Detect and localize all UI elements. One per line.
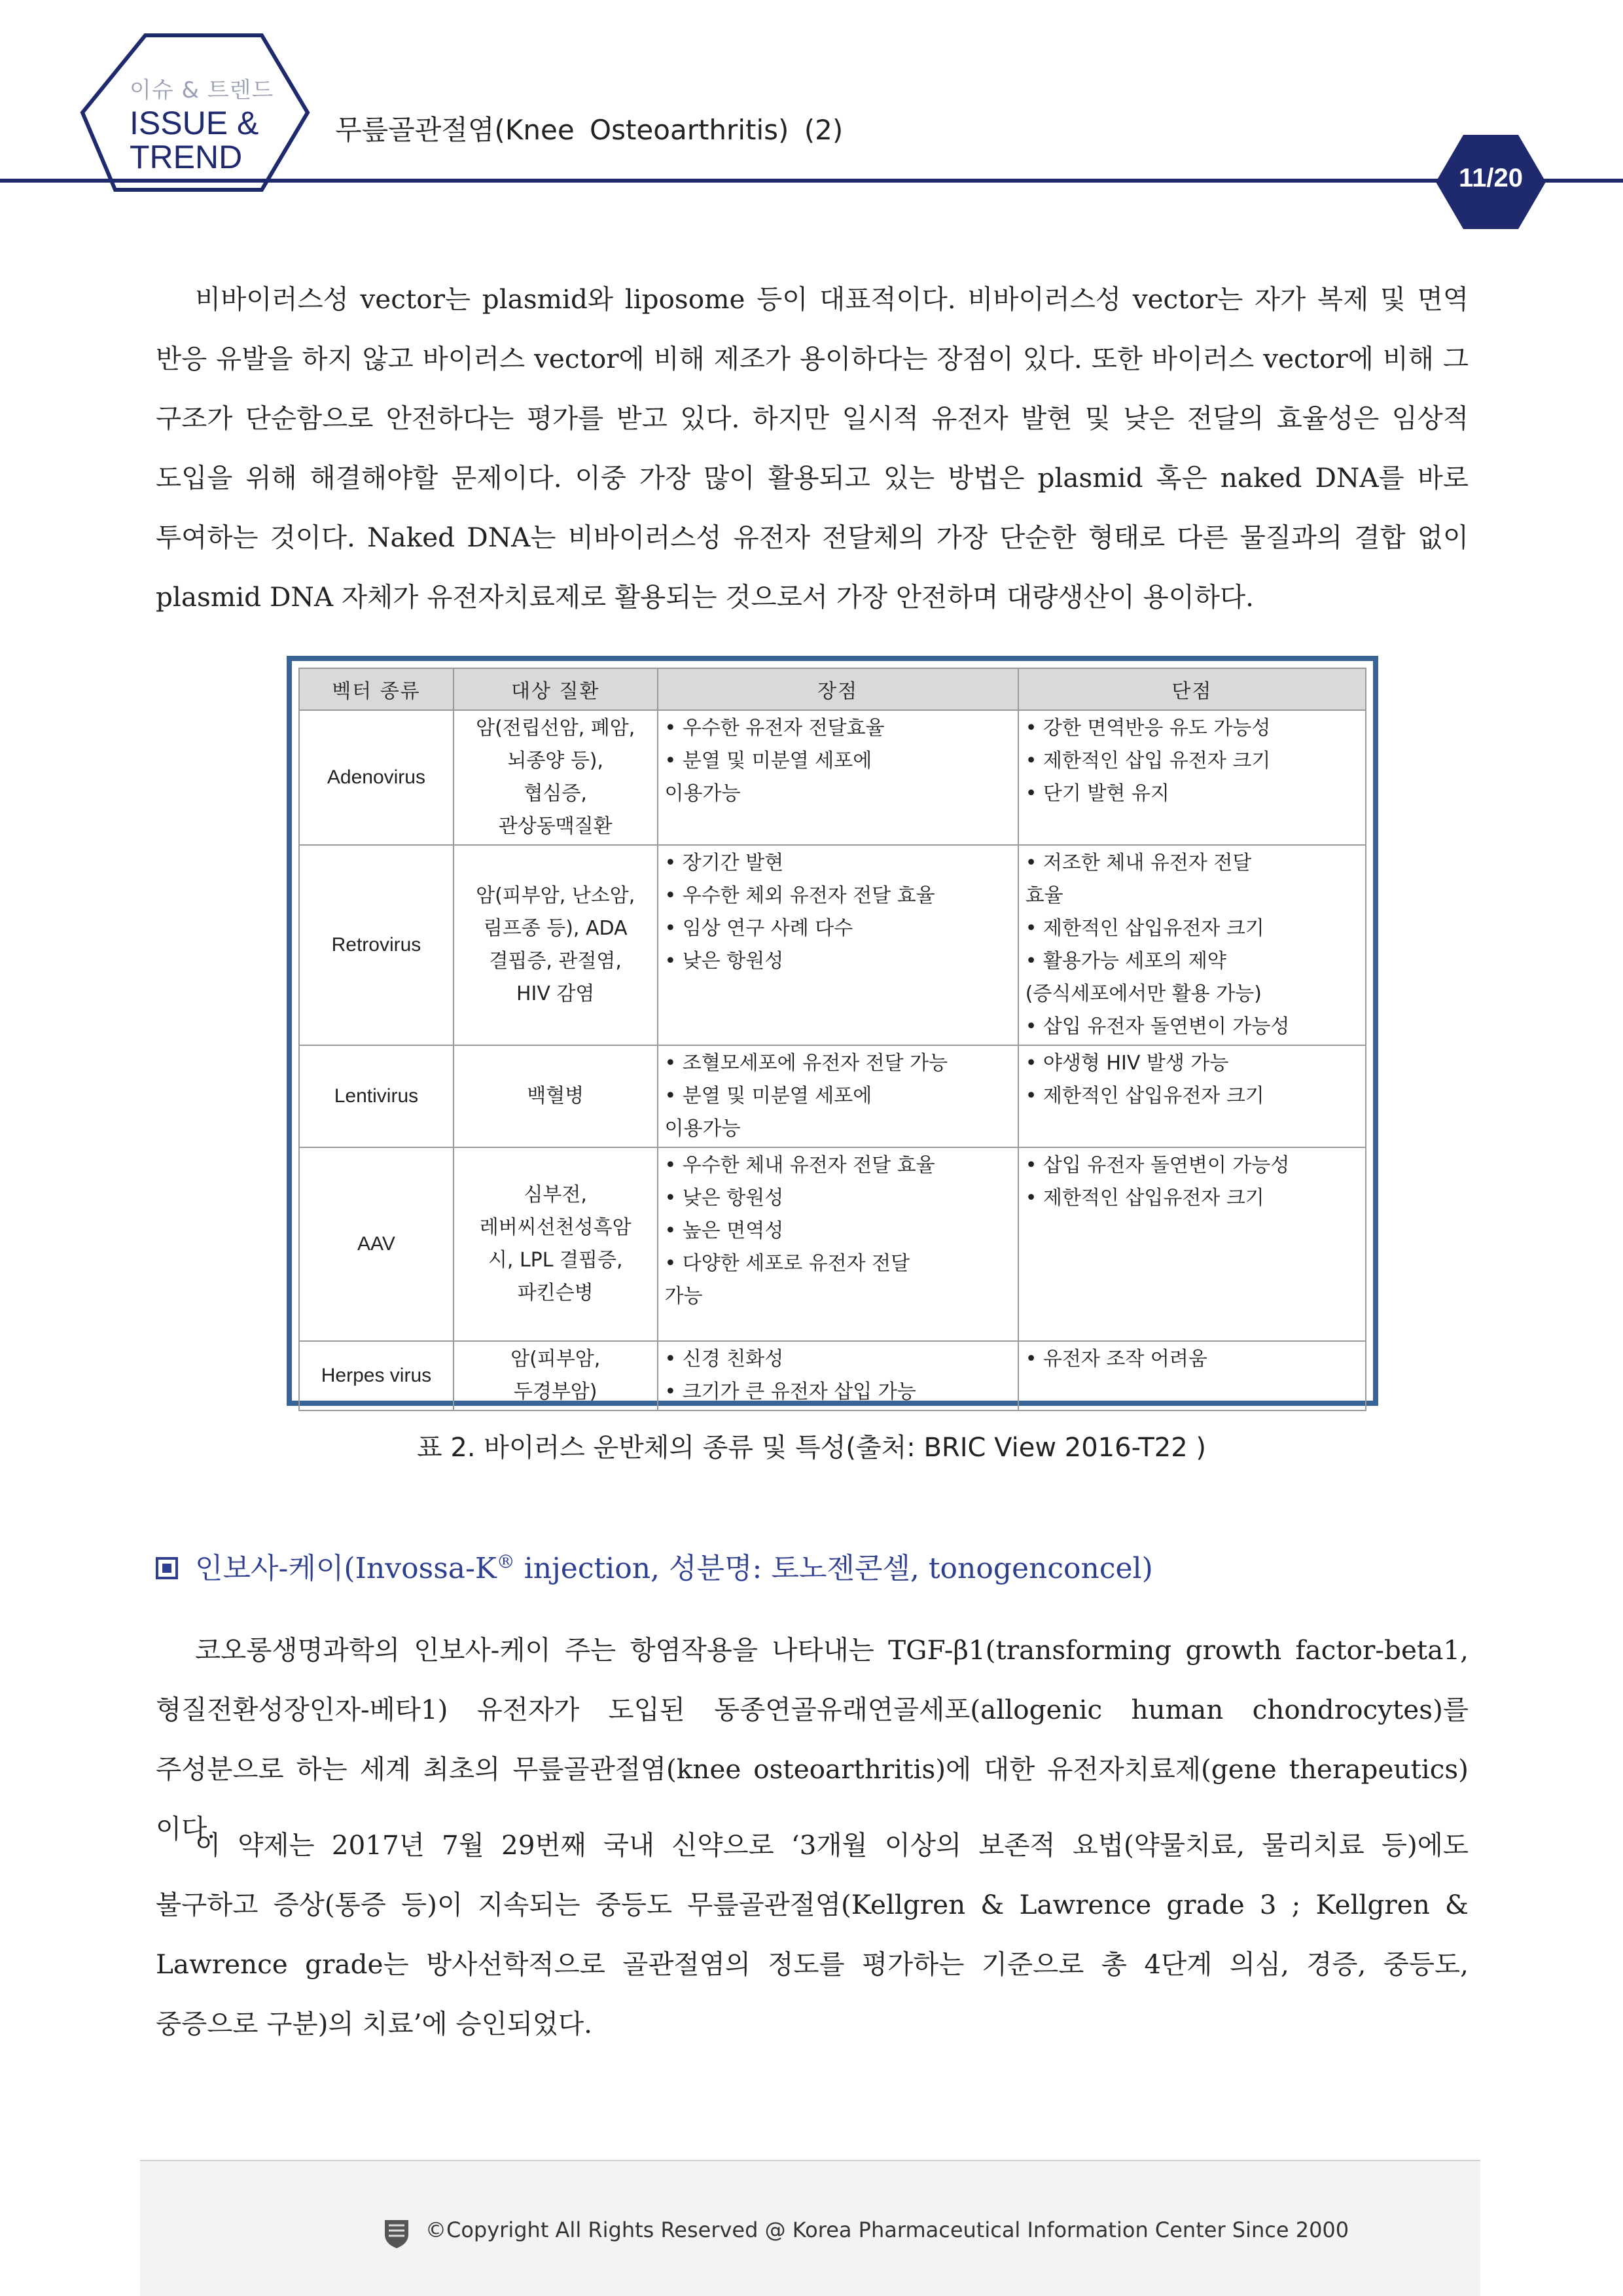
vector-name: Retrovirus — [299, 845, 454, 1045]
table-row — [299, 1147, 1366, 1341]
target-disease: 암(피부암, 두경부암) — [454, 1341, 658, 1410]
vector-name: AAV — [299, 1147, 454, 1341]
vector-name: Adenovirus — [299, 710, 454, 845]
copyright-text: ©Copyright All Rights Reserved @ Korea Pharmaceutical Information Center Since 2000 — [425, 2217, 1349, 2242]
table-header-cell: 장점 — [658, 668, 1018, 710]
page-header — [0, 0, 1623, 190]
body-paragraph-3 — [156, 1816, 1469, 2054]
advantages: • 조혈모세포에 유전자 전달 가능 • 분열 및 미분열 세포에 이용가능 — [658, 1045, 1018, 1147]
badge-subtitle: 이슈 & 트렌드 — [130, 77, 274, 103]
table-row — [299, 1341, 1366, 1410]
body-paragraph-2-text: 코오롱생명과학의 인보사-케이 주는 항염작용을 나타내는 TGF-β1(transforming growth factor-beta1, 형질전환성장인자-베타1) 유전자가 도입된 동종연골유래연골세포(allogenic human chondrocytes)를 주성분으로 하는 세계 최초의 무릎골관절염(knee osteoarthritis)에 대한 유전자치료제(gene therapeutics)이다. — [156, 1634, 1469, 1844]
disadvantages: • 유전자 조작 어려움 — [1018, 1341, 1366, 1410]
badge-title — [130, 106, 300, 174]
table-header-row — [299, 668, 1366, 710]
disadvantages: • 강한 면역반응 유도 가능성 • 제한적인 삽입 유전자 크기 • 단기 발현 유지 — [1018, 710, 1366, 845]
target-disease: 암(전립선암, 폐암, 뇌종양 등), 협심증, 관상동맥질환 — [454, 710, 658, 845]
advantages: • 장기간 발현 • 우수한 체외 유전자 전달 효율 • 임상 연구 사례 다수 • 낮은 항원성 — [658, 845, 1018, 1045]
target-disease: 백혈병 — [454, 1045, 658, 1147]
badge-title-line1: ISSUE & — [130, 105, 259, 141]
table-row — [299, 845, 1366, 1045]
document-title: 무릎골관절염(Knee Osteoarthritis) (2) — [335, 114, 844, 146]
badge-title-line2: TREND — [130, 139, 243, 175]
disadvantages: • 삽입 유전자 돌연변이 가능성 • 제한적인 삽입유전자 크기 — [1018, 1147, 1366, 1341]
page-footer — [140, 2160, 1480, 2296]
body-paragraph-1-text: 비바이러스성 vector는 plasmid와 liposome 등이 대표적이다. 비바이러스성 vector는 자가 복제 및 면역 반응 유발을 하지 않고 바이러스 vector에 비해 제조가 용이하다는 장점이 있다. 또한 바이러스 vector에 비해 그 구조가 단순함으로 안전하다는 평가를 받고 있다. 하지만 일시적 유전자 발현 및 낮은 전달의 효율성은 임상적 도입을 위해 해결해야할 문제이다. 이중 가장 많이 활용되고 있는 방법은 plasmid 혹은 naked DNA를 바로 투여하는 것이다. Naked DNA는 비바이러스성 유전자 전달체의 가장 단순한 형태로 다른 물질과의 결합 없이 plasmid DNA 자체가 유전자치료제로 활용되는 것으로서 가장 안전하며 대량생산이 용이하다. — [156, 283, 1469, 613]
table-row — [299, 710, 1366, 845]
virus-vector-table-frame — [287, 656, 1378, 1406]
section-heading-text-rest: injection, 성분명: 토노젠콘셀, tonogenconcel) — [514, 1552, 1153, 1585]
page-number: 11/20 — [1459, 164, 1523, 192]
table-row — [299, 1045, 1366, 1147]
target-disease: 암(피부암, 난소암, 림프종 등), ADA 결핍증, 관절염, HIV 감염 — [454, 845, 658, 1045]
table-header-cell: 대상 질환 — [454, 668, 658, 710]
body-paragraph-3-text: 이 약제는 2017년 7월 29번째 국내 신약으로 ‘3개월 이상의 보존적 요법(약물치료, 물리치료 등)에도 불구하고 증상(통증 등)이 지속되는 중등도 무릎골관절염(Kellgren & Lawrence grade 3 ; Kellgren & Lawrence grade는 방사선학적으로 골관절염의 정도를 평가하는 기준으로 총 4단계 의심, 경증, 중등도, 중증으로 구분)의 치료’에 승인되었다. — [156, 1829, 1469, 2039]
vector-name: Lentivirus — [299, 1045, 454, 1147]
section-heading — [156, 1545, 1153, 1587]
disadvantages: • 야생형 HIV 발생 가능 • 제한적인 삽입유전자 크기 — [1018, 1045, 1366, 1147]
body-paragraph-1 — [156, 270, 1469, 627]
advantages: • 신경 친화성 • 크기가 큰 유전자 삽입 가능 — [658, 1341, 1018, 1410]
target-disease: 심부전, 레버씨선천성흑암 시, LPL 결핍증, 파킨슨병 — [454, 1147, 658, 1341]
kpic-shield-icon — [383, 2219, 410, 2249]
table-caption: 표 2. 바이러스 운반체의 종류 및 특성(출처: BRIC View 2016-T22 ) — [416, 1433, 1206, 1463]
virus-vector-table — [298, 668, 1366, 1411]
advantages: • 우수한 체내 유전자 전달 효율 • 낮은 항원성 • 높은 면역성 • 다양한 세포로 유전자 전달 가능 — [658, 1147, 1018, 1341]
registered-mark: ® — [496, 1551, 515, 1573]
square-bullet-icon — [156, 1557, 178, 1579]
table-header-cell: 벡터 종류 — [299, 668, 454, 710]
section-heading-text: 인보사-케이(Invossa-K — [195, 1552, 497, 1585]
table-header-cell: 단점 — [1018, 668, 1366, 710]
disadvantages: • 저조한 체내 유전자 전달 효율 • 제한적인 삽입유전자 크기 • 활용가능 세포의 제약 (증식세포에서만 활용 가능) • 삽입 유전자 돌연변이 가능성 — [1018, 845, 1366, 1045]
vector-name: Herpes virus — [299, 1341, 454, 1410]
advantages: • 우수한 유전자 전달효율 • 분열 및 미분열 세포에 이용가능 — [658, 710, 1018, 845]
